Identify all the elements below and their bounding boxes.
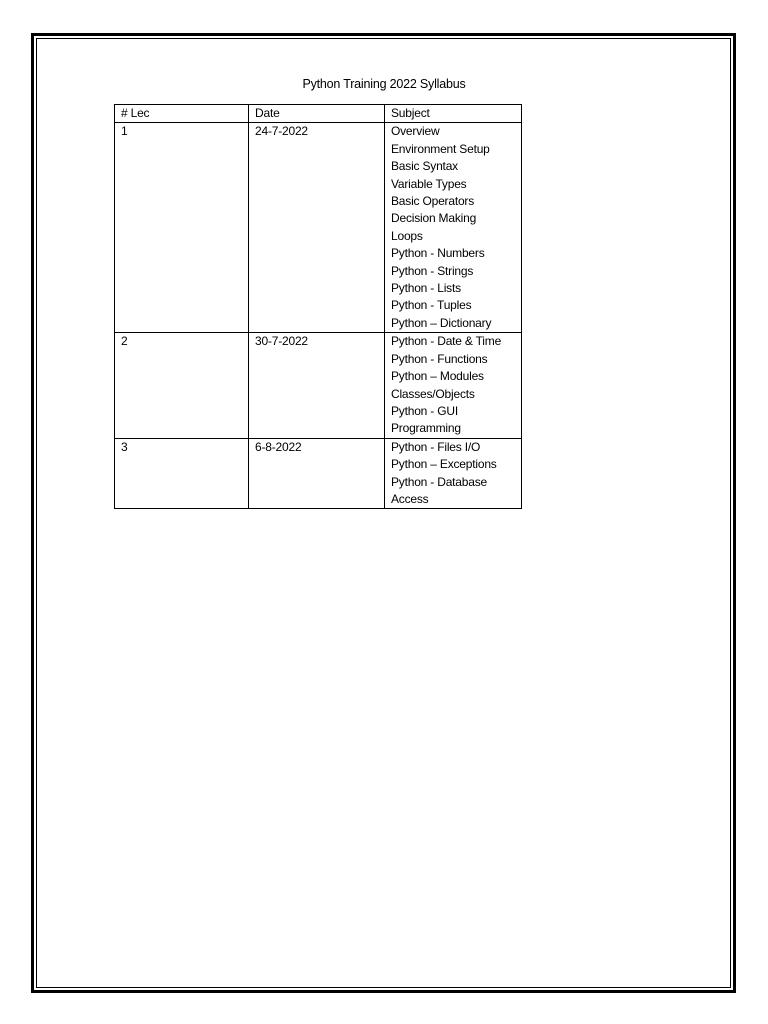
subject-item: Python - Tuples bbox=[391, 298, 472, 313]
date-cell: 24-7-2022 bbox=[249, 123, 385, 333]
subject-item: Python – Exceptions bbox=[391, 457, 497, 472]
header-lec: # Lec bbox=[115, 105, 249, 123]
subject-item: Python – Modules bbox=[391, 369, 484, 384]
subject-item: Python - Files I/O bbox=[391, 439, 481, 454]
date-cell: 6-8-2022 bbox=[249, 438, 385, 509]
subject-item: Decision Making bbox=[391, 211, 477, 226]
lec-number-cell: 2 bbox=[115, 333, 249, 438]
subjects-cell bbox=[385, 333, 522, 438]
lec-number-cell: 3 bbox=[115, 438, 249, 509]
subject-item: Variable Types bbox=[391, 176, 467, 191]
table-header-row bbox=[115, 105, 522, 123]
subject-item: Environment Setup bbox=[391, 141, 490, 156]
subject-item: Python - Date & Time bbox=[391, 334, 502, 349]
subject-item: Python - GUI bbox=[391, 403, 458, 418]
subject-item: Python - Database bbox=[391, 474, 487, 489]
header-subject: Subject bbox=[385, 105, 522, 123]
subject-item: Basic Operators bbox=[391, 194, 475, 209]
document-title: Python Training 2022 Syllabus bbox=[302, 77, 466, 91]
subject-item: Python - Lists bbox=[391, 281, 461, 296]
table-row bbox=[115, 123, 522, 333]
subject-item: Python - Numbers bbox=[391, 246, 485, 261]
subject-item: Python - Functions bbox=[391, 351, 488, 366]
subject-item: Access bbox=[391, 491, 429, 506]
subject-item: Programming bbox=[391, 421, 461, 436]
subject-item: Python - Strings bbox=[391, 263, 474, 278]
table-row bbox=[115, 438, 522, 509]
lec-number-cell: 1 bbox=[115, 123, 249, 333]
subject-item: Classes/Objects bbox=[391, 386, 475, 401]
subject-item: Python – Dictionary bbox=[391, 315, 492, 330]
subjects-cell bbox=[385, 123, 522, 333]
subject-item: Overview bbox=[391, 124, 440, 139]
subject-item: Basic Syntax bbox=[391, 159, 458, 174]
subject-item: Loops bbox=[391, 228, 423, 243]
table-row bbox=[115, 333, 522, 438]
syllabus-table bbox=[114, 104, 522, 509]
date-cell: 30-7-2022 bbox=[249, 333, 385, 438]
header-date: Date bbox=[249, 105, 385, 123]
subjects-cell bbox=[385, 438, 522, 509]
